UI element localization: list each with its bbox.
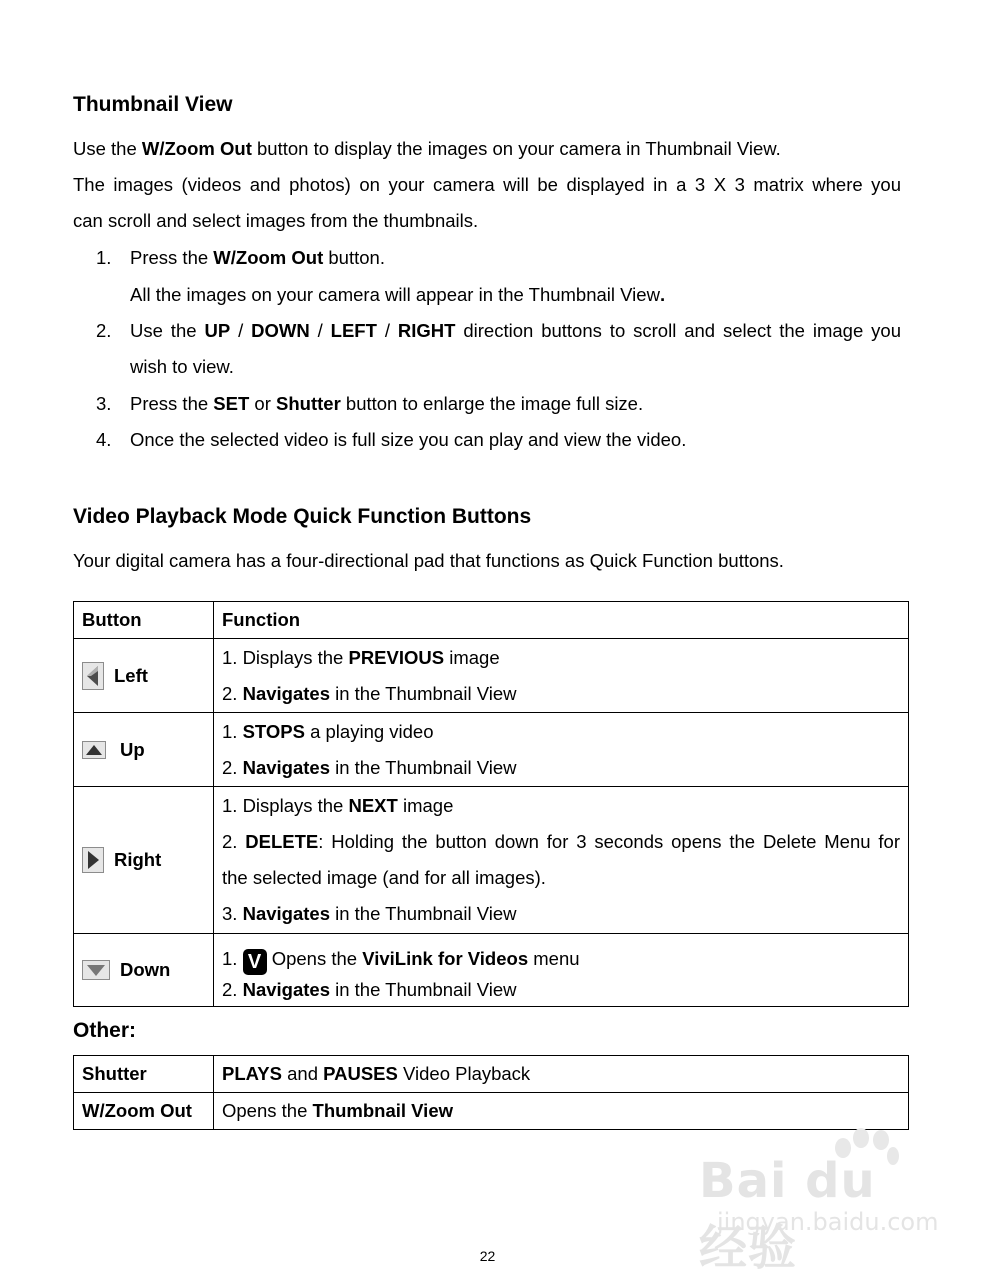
down-arrow-icon [82, 960, 110, 980]
bold-text: Navigates [242, 682, 330, 704]
table-row [74, 713, 909, 787]
text: 2. [222, 978, 243, 1000]
button-label: Right [114, 849, 162, 870]
function-line [222, 975, 908, 1005]
table-row [74, 639, 909, 713]
bold-text: RIGHT [397, 320, 456, 341]
up-arrow-icon [82, 741, 106, 759]
button-label: Up [120, 738, 145, 760]
table-row [74, 1056, 909, 1093]
function-line [222, 676, 908, 712]
text: in the Thumbnail View [329, 903, 517, 924]
function-cell [214, 1056, 909, 1093]
header-button: Button [74, 602, 214, 639]
bold-text: . [659, 284, 666, 305]
text: in the Thumbnail View [329, 682, 517, 704]
text: or [249, 393, 277, 414]
text: Opens the [222, 1100, 313, 1121]
bold-text: Navigates [242, 903, 330, 924]
bold-text: PREVIOUS [348, 646, 445, 668]
text: / [309, 320, 331, 341]
bold-text: Navigates [242, 756, 330, 778]
function-line [222, 896, 908, 932]
quick-function-table [73, 601, 909, 1007]
bold-text: Thumbnail View [312, 1100, 453, 1121]
function-line [222, 788, 908, 824]
header-function: Function [214, 602, 909, 639]
text: image [444, 646, 500, 668]
right-arrow-icon [82, 847, 104, 873]
text: 2. [222, 831, 246, 852]
text: menu [528, 947, 580, 969]
step-2 [130, 320, 901, 342]
other-buttons-table [73, 1055, 909, 1130]
text: a playing video [304, 720, 434, 742]
bold-text: STOPS [242, 720, 305, 742]
button-cell [74, 639, 214, 713]
function-line [222, 824, 908, 860]
step-number: 3. [96, 393, 112, 414]
text: button. [323, 247, 385, 268]
step-3 [130, 393, 643, 415]
text: and [281, 1063, 324, 1084]
step-number: 1. [96, 247, 112, 268]
function-line [222, 944, 908, 975]
text: Use the [130, 320, 205, 341]
function-cell [214, 787, 909, 934]
function-cell [214, 639, 909, 713]
text: 1. [222, 720, 243, 742]
button-cell: W/Zoom Out [74, 1093, 214, 1130]
text: / [376, 320, 398, 341]
function-cell [214, 713, 909, 787]
text: 1. [222, 947, 243, 969]
table-row [74, 1093, 909, 1130]
text: / [230, 320, 252, 341]
section-title-other: Other: [73, 1019, 136, 1042]
paragraph-matrix-line1: The images (videos and photos) on your camera will be displayed in a 3 X 3 matrix where you [73, 174, 901, 195]
bold-text: DOWN [251, 320, 310, 341]
button-label: Left [114, 664, 148, 686]
text: Video Playback [397, 1063, 531, 1084]
text: button to display the images on your camera in Thumbnail View. [251, 138, 781, 159]
text: 3. [222, 903, 243, 924]
text: Opens the [266, 947, 363, 969]
function-line [222, 640, 908, 676]
text: : Holding the button down for 3 seconds opens the Delete Menu for [318, 831, 900, 852]
text: All the images on your camera will appear in the Thumbnail View [130, 284, 660, 305]
baidu-watermark [699, 1128, 939, 1276]
text: Press the [130, 247, 214, 268]
button-cell [74, 934, 214, 1007]
table-row [74, 787, 909, 934]
button-cell [74, 713, 214, 787]
bold-text: PLAYS [222, 1063, 282, 1084]
table-header-row [74, 602, 909, 639]
bold-text: UP [204, 320, 231, 341]
text: Press the [130, 393, 214, 414]
text: in the Thumbnail View [329, 978, 517, 1000]
button-cell [74, 787, 214, 934]
step-4: Once the selected video is full size you can play and view the video. [130, 429, 687, 450]
watermark-logo: Bai du 经验 [699, 1153, 876, 1276]
bold-text: Shutter [276, 393, 341, 414]
text: 1. Displays the [222, 795, 349, 816]
text: direction buttons to scroll and select the image you [455, 320, 901, 341]
section-title-quick-function: Video Playback Mode Quick Function Buttons [73, 505, 532, 528]
text: button to enlarge the image full size. [340, 393, 644, 414]
function-line: the selected image (and for all images). [222, 867, 546, 888]
bold-text: ViviLink for Videos [362, 947, 529, 969]
bold-text: SET [213, 393, 250, 414]
button-label: Down [120, 959, 171, 980]
text: 2. [222, 756, 243, 778]
text: 2. [222, 682, 243, 704]
function-cell [214, 1093, 909, 1130]
bold-text: Navigates [242, 978, 330, 1000]
step-1-detail [130, 284, 665, 306]
bold-text: LEFT [330, 320, 377, 341]
function-cell [214, 934, 909, 1007]
bold-text: PAUSES [323, 1063, 398, 1084]
paragraph-matrix-line2: can scroll and select images from the thumbnails. [73, 210, 479, 231]
bold-text: DELETE [245, 831, 319, 852]
step-number: 2. [96, 320, 112, 341]
text: Use the [73, 138, 142, 159]
vivilink-icon: V [243, 949, 267, 975]
table-row [74, 934, 909, 1007]
bold-text: W/Zoom Out [141, 138, 252, 159]
page-number: 22 [479, 1248, 496, 1264]
watermark-url: jingyan.baidu.com [717, 1208, 939, 1236]
bold-text: NEXT [348, 795, 398, 816]
text: 1. Displays the [222, 646, 349, 668]
paragraph-zoom-out [73, 138, 781, 160]
left-arrow-icon [82, 662, 104, 690]
section-title-thumbnail-view: Thumbnail View [73, 93, 233, 116]
text: image [397, 795, 454, 816]
function-line [222, 750, 908, 786]
paragraph-quick-function-intro: Your digital camera has a four-directional pad that functions as Quick Function buttons. [73, 550, 784, 571]
step-number: 4. [96, 429, 112, 450]
button-cell: Shutter [74, 1056, 214, 1093]
step-2-line2: wish to view. [130, 356, 234, 377]
bold-text: W/Zoom Out [213, 247, 324, 268]
text: in the Thumbnail View [329, 756, 517, 778]
step-1 [130, 247, 385, 269]
function-line [222, 714, 908, 750]
